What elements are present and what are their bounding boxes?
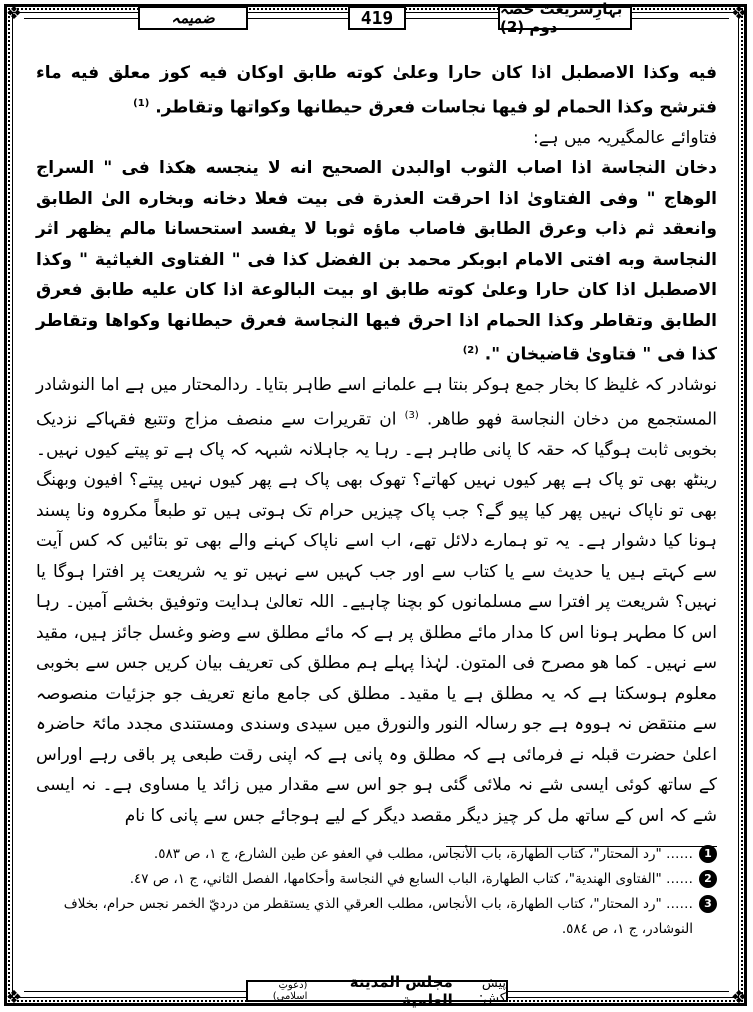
- publisher-sub: (دعوتِ اسلامی): [272, 980, 308, 1002]
- footnote-number: 1: [699, 845, 717, 863]
- corner-ornament-icon: ❖: [5, 3, 23, 24]
- urdu-paragraph: فتاوائے عالمگیریہ میں ہے:: [532, 127, 717, 148]
- footer-rule: [24, 991, 246, 992]
- presenter-label: پیش کش:: [478, 976, 506, 1006]
- footnotes: [36, 842, 717, 942]
- footnote: 2 …… "الفتاوى الهندية"، كتاب الطهارة، الباب السابع في النجاسة وأحكامها، الفصل الثاني، ج ١، ص ٤٧.: [36, 867, 717, 892]
- urdu-paragraph: نوشادر کہ غلیظ کا بخار جمع ہوکر بنتا ہے علمانے اسے طاہر بتایا۔ ردالمحتار میں ہے اما النوشادر المستجمع من دخان النجاسة فهو طاهر. $^{(3)}$ ان تقریرات سے منصف مزاج وتتبع فقہاکے نزدیک بخوبی ثابت ہوگیا کہ حقہ کا پانی طاہر ہے۔ رہا یہ جاہلانہ شبہہ کہ پاک ہے تو پیتے کیوں نہیں۔ رینٹھ بھی تو پاک ہے پھر کیوں نہیں کھاتے؟ تھوک بھی پاک ہے پھر کیوں نہیں پیتے؟ افیون وبھنگ بھی تو ناپاک نہیں پھر کیا پیو گے؟ جب پاک چیزیں حرام تک ہوتی ہیں تو طبعاً مکروہ ونا پسند ہونا کیا دشوار ہے۔ یہ تو ہمارے دلائل تھے، اب اسے ناپاک کہنے والے بھی تو بتائیں کہ کس آیت سے کہتے ہیں یا حدیث سے یا کتاب سے اور جب کہیں سے نہیں تو یہ شریعت پر افترا ہوگا یا نہیں؟ شریعت پر افترا سے مسلمانوں کو بچنا چاہیے۔ اللہ تعالیٰ ہدایت وتوفیق بخشے آمین۔ رہا اس کا مطہر ہونا اس کا مدار مائے مطلق پر ہے کہ مائے مطلق سے وضو وغسل جائز ہیں، مقید سے نہیں۔ كما هو مصرح فى المتون. لہٰذا پہلے ہم مطلق کی تعریف بیان کریں جس سے بخوبی معلوم ہوسکتا ہے کہ یہ مطلق ہے یا مقید۔ مطلق کی جامع مانع تعریف جو جزئیات منصوصہ سے منتقض نہ ہووہ ہے جو رسالہ النور والنورق میں سیدی وسندی ومستندی مجدد مائۃ حاضرہ اعلیٰ حضرت قبلہ نے فرمائی ہے کہ مطلق وہ پانی ہے کہ اپنی رقت طبعی پر باقی رہے اوراس کے ساتھ کوئی ایسی شے نہ ملائی گئی ہو جو اس سے مقدار میں زائد یا مساوی ہے۔ نہ ایسی شے کہ اس کے ساتھ مل کر چیز دیگر مقصد دیگر کے لیے ہوجائے جس سے پانی کا نام: [36, 375, 717, 826]
- header-rule: [24, 18, 138, 19]
- publisher-name: مجلس المدينة العلمية: [349, 973, 453, 1009]
- corner-ornament-icon: ❖: [730, 3, 748, 24]
- page-footer: [0, 973, 753, 1009]
- footnote-number: 2: [699, 870, 717, 888]
- page-number: 419: [348, 6, 406, 30]
- arabic-quote: دخان النجاسة اذا اصاب الثوب اوالبدن الصحيح انه لا ينجسه هكذا فى " السراج الوهاج " وفى الفتاوىٰ اذا احرقت العذرة فى بيت فعلا دخانه وبخاره الىٰ الطابق وانعقد ثم ذاب وعرق الطابق فاصاب ماؤه ثوبا لا يفسد استحسانا مالم يظهر اثر النجاسة وبه افتى الامام ابوبكر محمد بن الفضل كذا فى " الفتاوى الغياثية " وكذا الاصطبل اذا كان حارا وعلىٰ كوته طابق او بيت البالوعة اذا كان عليه طابق فعرق الطابق وتقاطر وكذا الحمام اذا احرق فيها النجاسة فعرق حيطانها وكواها وتقاطر كذا فى " فتاوىٰ قاضيخان ". $^{(2)}$: [36, 158, 717, 365]
- publisher-box: [246, 973, 508, 1009]
- page-header: [0, 0, 753, 36]
- footnote-number: 3: [699, 895, 717, 913]
- header-rule: [632, 18, 729, 19]
- page-body: [36, 58, 717, 831]
- footnote: 1 …… "رد المحتار"، كتاب الطهارة، باب الأنجاس، مطلب في العفو عن طين الشارع، ج ١، ص ٥٨٣.: [36, 842, 717, 867]
- header-rule: [406, 18, 498, 19]
- section-title: ضمیمہ: [138, 6, 248, 30]
- book-title: بہارِشریعت حصہ دوم (2): [498, 6, 632, 30]
- corner-ornament-icon: ❖: [730, 987, 748, 1008]
- footer-rule: [508, 991, 729, 992]
- arabic-quote: فيه وكذا الاصطبل اذا كان حارا وعلىٰ كوته طابق اوكان فيه كوز معلق فيه ماء فترشح وكذا الحمام لو فيها نجاسات فعرق حيطانها وكواتها وتقاطر. $^{(1)}$: [36, 63, 717, 118]
- footnote: 3 …… "رد المحتار"، كتاب الطهارة، باب الأنجاس، مطلب العرقي الذي يستقطر من درديّ الخمر نجس حرام، بخلاف النوشادر، ج ١، ص ٥٨٤.: [36, 892, 717, 942]
- corner-ornament-icon: ❖: [5, 987, 23, 1008]
- header-rule: [248, 18, 348, 19]
